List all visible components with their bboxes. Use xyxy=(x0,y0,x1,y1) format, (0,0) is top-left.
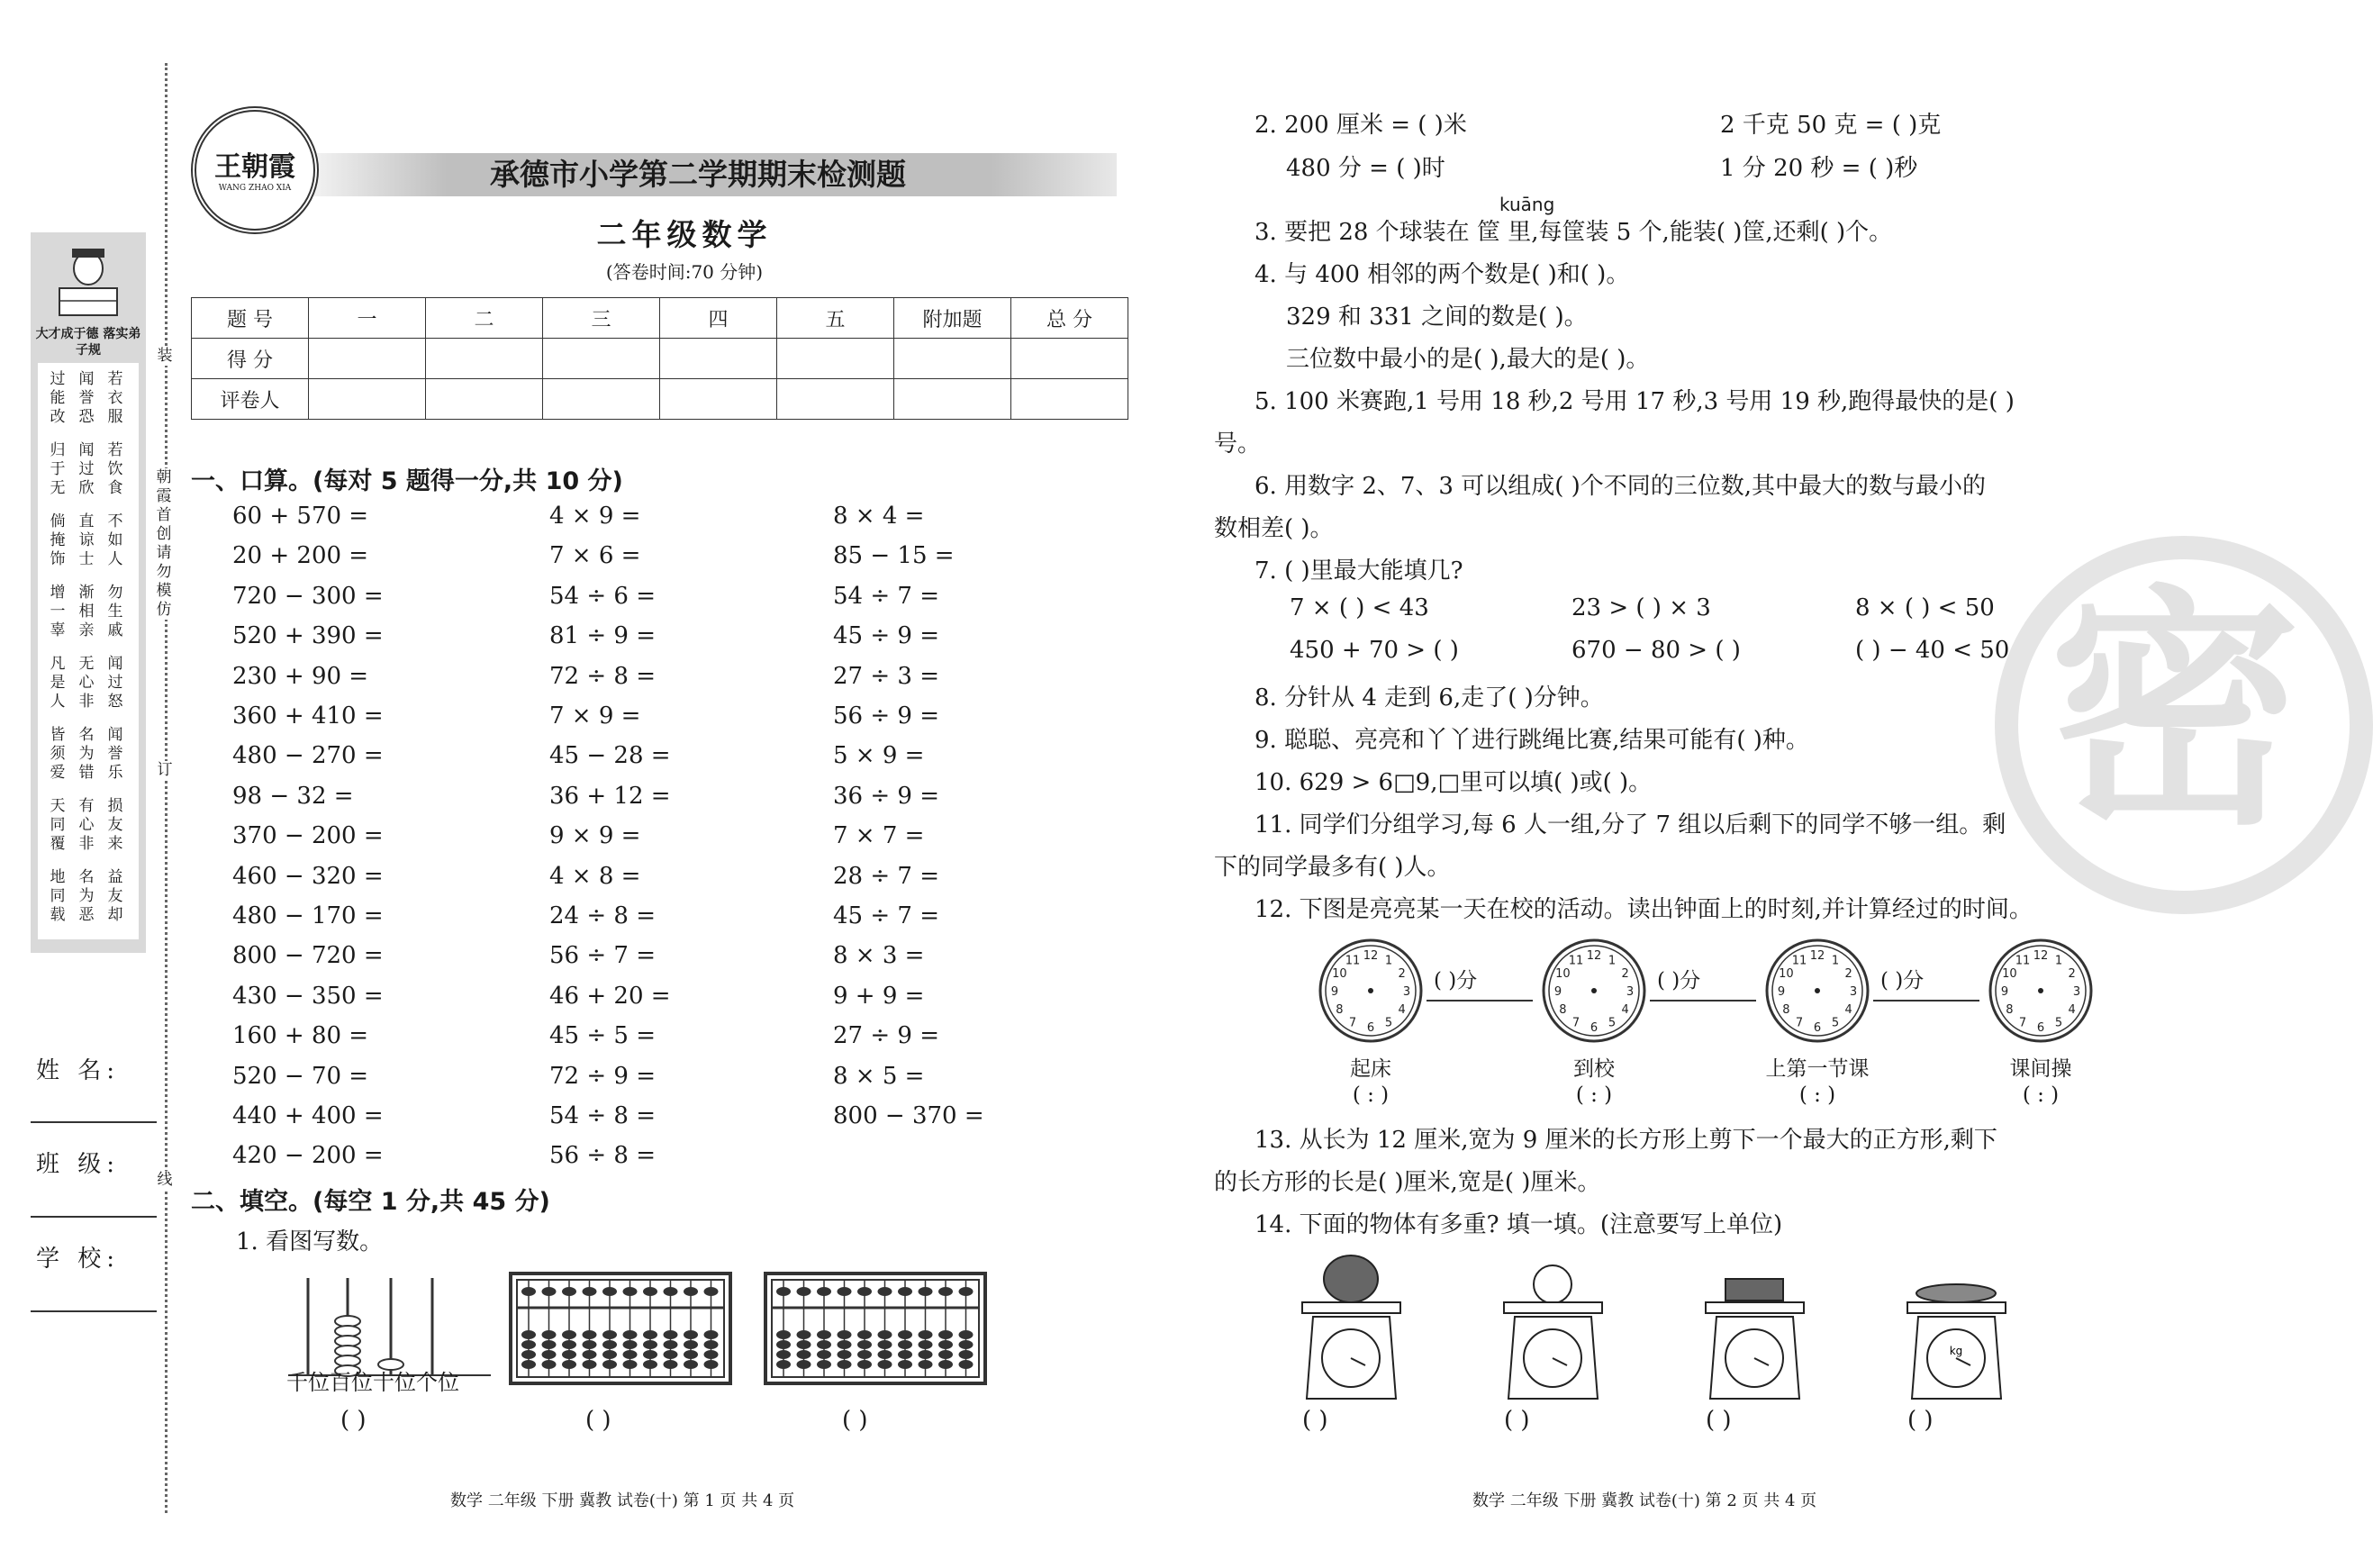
motto-verse: 闻过欣 xyxy=(78,441,95,497)
grader-cell[interactable] xyxy=(543,379,660,420)
clock-label: 起床 xyxy=(1350,1057,1391,1081)
school-label: 学 校: xyxy=(36,1246,121,1273)
score-table-header-row xyxy=(192,298,1128,339)
weighing-scale xyxy=(1497,1250,1609,1403)
motto-verse: 渐相亲 xyxy=(78,584,95,639)
oral-calc-item: 60 + 570 = xyxy=(232,503,369,530)
motto-heading: 大才成于德 落实弟子规 xyxy=(35,327,141,358)
oral-calc-item: 56 ÷ 7 = xyxy=(549,942,656,970)
oral-calc-item: 4 × 9 = xyxy=(549,503,641,530)
question-14: 14. 下面的物体有多重? 填一填。(注意要写上单位) xyxy=(1254,1211,1783,1238)
school-field[interactable] xyxy=(31,1310,157,1312)
svg-text:5: 5 xyxy=(2054,1016,2063,1030)
arrow-line xyxy=(1650,1000,1756,1002)
oral-calc-item: 230 + 90 = xyxy=(232,662,369,690)
footer-right: 数学 二年级 下册 冀教 试卷(十) 第 2 页 共 4 页 xyxy=(1472,1491,1817,1510)
grader-cell[interactable] xyxy=(309,379,426,420)
oral-calc-item: 72 ÷ 9 = xyxy=(549,1062,656,1090)
oral-calc-item: 20 + 200 = xyxy=(232,542,369,570)
motto-verse: 直谅士 xyxy=(78,512,95,568)
grader-row-label: 评卷人 xyxy=(192,379,309,420)
motto-verse: 天同覆 xyxy=(50,797,66,853)
oral-calc-item: 46 + 20 = xyxy=(549,982,671,1010)
motto-verse: 名为恶 xyxy=(78,868,95,924)
oral-calc-item: 160 + 80 = xyxy=(232,1022,369,1050)
motto-verse: 地同载 xyxy=(50,868,66,924)
score-header-cell: 五 xyxy=(777,298,894,339)
clock-time-blank[interactable]: ( : ) xyxy=(1575,1083,1613,1107)
section1-title: 一、口算。(每对 5 题得一分,共 10 分) xyxy=(191,467,623,495)
motto-verse: 闻誉乐 xyxy=(107,726,123,782)
score-table xyxy=(191,297,1128,420)
question-9: 9. 聪聪、亮亮和丫丫进行跳绳比赛,结果可能有( )种。 xyxy=(1254,727,1809,754)
score-row xyxy=(192,339,1128,379)
weighing-scale xyxy=(1900,1250,2013,1403)
question-2b: 2 千克 50 克 = ( )克 xyxy=(1720,112,1942,139)
question-7-item: 23 > ( ) × 3 xyxy=(1571,594,1711,621)
svg-text:4: 4 xyxy=(1844,1003,1852,1017)
svg-text:12: 12 xyxy=(1363,949,1379,963)
question-6a: 6. 用数字 2、7、3 可以组成( )个不同的三位数,其中最大的数与最小的 xyxy=(1254,473,1987,500)
oral-calc-item: 54 ÷ 6 = xyxy=(549,582,656,610)
score-cell[interactable] xyxy=(660,339,777,379)
motto-verse: 皆须爱 xyxy=(50,726,66,782)
binding-label-zhuang: 装 xyxy=(151,347,178,366)
svg-text:7: 7 xyxy=(1571,1016,1580,1030)
svg-text:3: 3 xyxy=(1402,985,1411,999)
abacus-figure-2 xyxy=(764,1272,989,1387)
svg-text:5: 5 xyxy=(1831,1016,1840,1030)
arrow-line xyxy=(1873,1000,1979,1002)
svg-text:6: 6 xyxy=(1813,1021,1822,1035)
svg-text:2: 2 xyxy=(1621,967,1629,981)
oral-calc-item: 27 ÷ 3 = xyxy=(833,662,939,690)
oral-calc-item: 8 × 3 = xyxy=(833,942,925,970)
binding-label-xian: 线 xyxy=(151,1171,178,1190)
answer-blank-3[interactable]: ( ) xyxy=(842,1407,868,1434)
oral-calc-item: 800 − 370 = xyxy=(833,1102,984,1129)
grader-cell[interactable] xyxy=(426,379,543,420)
svg-text:1: 1 xyxy=(1384,954,1393,968)
svg-text:6: 6 xyxy=(1366,1021,1375,1035)
footer-left: 数学 二年级 下册 冀教 试卷(十) 第 1 页 共 4 页 xyxy=(450,1491,795,1510)
elapsed-minutes-blank[interactable]: ( )分 xyxy=(1434,969,1478,992)
oral-calc-item: 7 × 9 = xyxy=(549,702,641,730)
motto-verse: 无心非 xyxy=(78,655,95,711)
svg-text:11: 11 xyxy=(1345,954,1361,968)
svg-text:12: 12 xyxy=(1586,949,1602,963)
oral-calc-item: 45 ÷ 5 = xyxy=(549,1022,656,1050)
motto-panel xyxy=(31,232,146,953)
motto-verse: 不如人 xyxy=(107,512,123,568)
svg-text:2: 2 xyxy=(1844,967,1852,981)
score-header-cell: 一 xyxy=(309,298,426,339)
motto-verse: 倘掩饰 xyxy=(50,512,66,568)
label-thousands: 千位 xyxy=(286,1370,330,1395)
brand-logo xyxy=(191,106,319,234)
svg-text:2: 2 xyxy=(2068,967,2076,981)
oral-calc-item: 520 − 70 = xyxy=(232,1062,369,1090)
motto-verse: 名为错 xyxy=(78,726,95,782)
oral-calc-item: 720 − 300 = xyxy=(232,582,384,610)
oral-calc-item: 72 ÷ 8 = xyxy=(549,662,656,690)
clock-face xyxy=(1540,937,1648,1045)
oral-calc-item: 800 − 720 = xyxy=(232,942,384,970)
question-5a: 5. 100 米赛跑,1 号用 18 秒,2 号用 17 秒,3 号用 19 秒,跑得最快的是( ) xyxy=(1254,388,2015,415)
clock-label: 到校 xyxy=(1573,1057,1615,1081)
svg-text:9: 9 xyxy=(1777,985,1786,999)
svg-text:10: 10 xyxy=(2002,967,2017,981)
svg-text:9: 9 xyxy=(1330,985,1339,999)
svg-text:4: 4 xyxy=(1398,1003,1406,1017)
clock-time-blank[interactable]: ( : ) xyxy=(2022,1083,2060,1107)
section2-title: 二、填空。(每空 1 分,共 45 分) xyxy=(191,1188,550,1216)
svg-text:1: 1 xyxy=(2054,954,2063,968)
oral-calc-item: 420 − 200 = xyxy=(232,1142,384,1170)
oral-calc-item: 480 − 270 = xyxy=(232,742,384,770)
svg-text:8: 8 xyxy=(1782,1003,1790,1017)
oral-calc-item: 480 − 170 = xyxy=(232,902,384,929)
svg-text:8: 8 xyxy=(1336,1003,1344,1017)
motto-text-area xyxy=(38,363,139,939)
label-hundreds: 百位 xyxy=(330,1370,373,1395)
question-6b: 数相差( )。 xyxy=(1214,515,1334,542)
grader-row xyxy=(192,379,1128,420)
question-7-item: 8 × ( ) < 50 xyxy=(1855,594,1995,621)
binding-label-ding: 订 xyxy=(151,761,178,780)
svg-text:4: 4 xyxy=(1621,1003,1629,1017)
question-5b: 号。 xyxy=(1214,431,1262,458)
question-11b: 下的同学最多有( )人。 xyxy=(1214,854,1451,881)
question-2c: 480 分 = ( )时 xyxy=(1286,155,1445,182)
score-header-cell: 题 号 xyxy=(192,298,309,339)
motto-verse: 归于无 xyxy=(50,441,66,497)
copyright-note: 朝霞首创 请勿模仿 xyxy=(154,468,174,620)
svg-text:12: 12 xyxy=(1809,949,1825,963)
oral-calc-item: 8 × 4 = xyxy=(833,503,925,530)
grader-cell[interactable] xyxy=(894,379,1011,420)
oral-calc-item: 9 × 9 = xyxy=(549,822,641,850)
clock-label: 上第一节课 xyxy=(1765,1057,1870,1081)
svg-text:10: 10 xyxy=(1555,967,1571,981)
motto-verse: 若饮食 xyxy=(107,441,123,497)
score-header-cell: 三 xyxy=(543,298,660,339)
scale-unit-label: kg xyxy=(1949,1345,1963,1357)
answer-blank-1[interactable]: ( ) xyxy=(340,1407,367,1434)
oral-calc-item: 24 ÷ 8 = xyxy=(549,902,656,929)
question-4b: 329 和 331 之间的数是( )。 xyxy=(1286,304,1588,331)
abacus-figure-1 xyxy=(509,1272,734,1387)
svg-text:12: 12 xyxy=(2033,949,2049,963)
score-cell[interactable] xyxy=(426,339,543,379)
svg-text:3: 3 xyxy=(1626,985,1635,999)
oral-calc-item: 5 × 9 = xyxy=(833,742,925,770)
logo-text: 王朝霞 xyxy=(214,151,295,183)
score-header-cell: 二 xyxy=(426,298,543,339)
question-7-item: 450 + 70 > ( ) xyxy=(1290,637,1459,664)
weight-answer-blank[interactable]: ( ) xyxy=(1907,1407,1934,1434)
clock-face xyxy=(1763,937,1871,1045)
question-10: 10. 629 > 6□9,□里可以填( )或( )。 xyxy=(1254,769,1653,796)
svg-text:6: 6 xyxy=(1590,1021,1599,1035)
oral-calc-item: 430 − 350 = xyxy=(232,982,384,1010)
pinyin-kuang: kuāng xyxy=(1499,194,1555,215)
question-7-item: ( ) − 40 < 50 xyxy=(1855,637,2010,664)
score-row-label: 得 分 xyxy=(192,339,309,379)
oral-calc-item: 520 + 390 = xyxy=(232,622,384,650)
svg-text:7: 7 xyxy=(1795,1016,1804,1030)
weighing-scale xyxy=(1295,1250,1408,1403)
oral-calc-item: 360 + 410 = xyxy=(232,702,384,730)
subject-title: 二年级数学 xyxy=(596,217,773,252)
svg-text:11: 11 xyxy=(1791,954,1807,968)
svg-text:8: 8 xyxy=(1559,1003,1567,1017)
place-value-labels xyxy=(286,1364,459,1396)
oral-calc-item: 45 ÷ 7 = xyxy=(833,902,939,929)
oral-calc-item: 8 × 5 = xyxy=(833,1062,925,1090)
score-cell[interactable] xyxy=(543,339,660,379)
oral-calc-item: 9 + 9 = xyxy=(833,982,925,1010)
motto-verse: 闻誉恐 xyxy=(78,370,95,426)
clock-face xyxy=(1987,937,2095,1045)
oral-calc-item: 440 + 400 = xyxy=(232,1102,384,1129)
scholar-illustration xyxy=(50,241,126,322)
name-field[interactable] xyxy=(31,1121,157,1123)
svg-text:3: 3 xyxy=(1849,985,1858,999)
svg-text:1: 1 xyxy=(1831,954,1840,968)
label-tens: 十位 xyxy=(373,1370,416,1395)
svg-text:7: 7 xyxy=(1348,1016,1357,1030)
oral-calc-item: 7 × 7 = xyxy=(833,822,925,850)
question-8: 8. 分针从 4 走到 6,走了( )分钟。 xyxy=(1254,684,1604,711)
motto-verse: 益友却 xyxy=(107,868,123,924)
oral-calc-item: 45 − 28 = xyxy=(549,742,671,770)
svg-text:11: 11 xyxy=(1568,954,1584,968)
motto-verse: 损友来 xyxy=(107,797,123,853)
grader-cell[interactable] xyxy=(777,379,894,420)
oral-calc-item: 36 ÷ 9 = xyxy=(833,782,939,810)
score-cell[interactable] xyxy=(777,339,894,379)
oral-calc-item: 7 × 6 = xyxy=(549,542,641,570)
oral-calc-item: 370 − 200 = xyxy=(232,822,384,850)
elapsed-minutes-blank[interactable]: ( )分 xyxy=(1657,969,1701,992)
weight-answer-blank[interactable]: ( ) xyxy=(1504,1407,1530,1434)
answer-blank-2[interactable]: ( ) xyxy=(585,1407,611,1434)
clock-time-blank[interactable]: ( : ) xyxy=(1798,1083,1836,1107)
clock-face xyxy=(1317,937,1425,1045)
score-header-cell: 附加题 xyxy=(894,298,1011,339)
motto-verse: 凡是人 xyxy=(50,655,66,711)
svg-text:8: 8 xyxy=(2006,1003,2014,1017)
oral-calc-item: 45 ÷ 9 = xyxy=(833,622,939,650)
question-3: 3. 要把 28 个球装在 筐 里,每筐装 5 个,能装( )筐,还剩( )个。 xyxy=(1254,219,1893,246)
score-cell[interactable] xyxy=(309,339,426,379)
time-note: (答卷时间:70 分钟) xyxy=(605,261,764,283)
question-13b: 的长方形的长是( )厘米,宽是( )厘米。 xyxy=(1214,1169,1601,1196)
question-2a: 2. 200 厘米 = ( )米 xyxy=(1254,112,1467,139)
svg-text:7: 7 xyxy=(2018,1016,2027,1030)
oral-calc-item: 98 − 32 = xyxy=(232,782,354,810)
name-label: 姓 名: xyxy=(36,1057,121,1084)
clock-time-blank[interactable]: ( : ) xyxy=(1352,1083,1390,1107)
question-2d: 1 分 20 秒 = ( )秒 xyxy=(1720,155,1918,182)
svg-text:10: 10 xyxy=(1332,967,1347,981)
question-7: 7. ( )里最大能填几? xyxy=(1254,557,1463,585)
oral-calc-item: 85 − 15 = xyxy=(833,542,955,570)
motto-verse: 勿生戚 xyxy=(107,584,123,639)
label-ones: 个位 xyxy=(416,1370,459,1395)
svg-text:5: 5 xyxy=(1608,1016,1617,1030)
motto-verse: 有心非 xyxy=(78,797,95,853)
question-4c: 三位数中最小的是( ),最大的是( )。 xyxy=(1286,346,1650,373)
oral-calc-item: 54 ÷ 7 = xyxy=(833,582,939,610)
question-1: 1. 看图写数。 xyxy=(236,1228,384,1255)
svg-text:4: 4 xyxy=(2068,1003,2076,1017)
clock-label: 课间操 xyxy=(2009,1057,2072,1081)
elapsed-minutes-blank[interactable]: ( )分 xyxy=(1880,969,1925,992)
score-cell[interactable] xyxy=(1011,339,1128,379)
question-7-item: 7 × ( ) < 43 xyxy=(1290,594,1429,621)
question-4a: 4. 与 400 相邻的两个数是( )和( )。 xyxy=(1254,261,1630,288)
svg-text:3: 3 xyxy=(2072,985,2081,999)
arrow-line xyxy=(1427,1000,1533,1002)
oral-calc-item: 27 ÷ 9 = xyxy=(833,1022,939,1050)
oral-calc-item: 4 × 8 = xyxy=(549,862,641,890)
question-11a: 11. 同学们分组学习,每 6 人一组,分了 7 组以后剩下的同学不够一组。剩 xyxy=(1254,811,2006,838)
grader-cell[interactable] xyxy=(1011,379,1128,420)
weight-answer-blank[interactable]: ( ) xyxy=(1706,1407,1732,1434)
svg-text:1: 1 xyxy=(1608,954,1617,968)
binding-fold-line xyxy=(165,63,168,1513)
oral-calc-item: 56 ÷ 9 = xyxy=(833,702,939,730)
logo-subtext: WANG ZHAO XIA xyxy=(218,184,292,193)
motto-verse: 闻过怒 xyxy=(107,655,123,711)
weight-answer-blank[interactable]: ( ) xyxy=(1302,1407,1328,1434)
grader-cell[interactable] xyxy=(660,379,777,420)
watermark-glyph: 密 xyxy=(2049,563,2301,859)
svg-text:5: 5 xyxy=(1384,1016,1393,1030)
question-7-item: 670 − 80 > ( ) xyxy=(1571,637,1741,664)
svg-text:6: 6 xyxy=(2036,1021,2045,1035)
svg-text:9: 9 xyxy=(1553,985,1562,999)
exam-title: 承德市小学第二学期期末检测题 xyxy=(490,157,906,192)
svg-text:2: 2 xyxy=(1398,967,1406,981)
weighing-scale xyxy=(1698,1250,1811,1403)
question-13a: 13. 从长为 12 厘米,宽为 9 厘米的长方形上剪下一个最大的正方形,剩下 xyxy=(1254,1127,1997,1154)
oral-calc-item: 56 ÷ 8 = xyxy=(549,1142,656,1170)
oral-calc-item: 28 ÷ 7 = xyxy=(833,862,939,890)
class-field[interactable] xyxy=(31,1216,157,1218)
score-header-cell: 总 分 xyxy=(1011,298,1128,339)
question-12: 12. 下图是亮亮某一天在校的活动。读出钟面上的时刻,并计算经过的时间。 xyxy=(1254,896,2033,923)
oral-calc-item: 36 + 12 = xyxy=(549,782,671,810)
score-cell[interactable] xyxy=(894,339,1011,379)
motto-verse: 若衣服 xyxy=(107,370,123,426)
oral-calc-item: 54 ÷ 8 = xyxy=(549,1102,656,1129)
svg-text:11: 11 xyxy=(2015,954,2031,968)
score-header-cell: 四 xyxy=(660,298,777,339)
svg-text:9: 9 xyxy=(2000,985,2009,999)
class-label: 班 级: xyxy=(36,1151,121,1178)
oral-calc-item: 460 − 320 = xyxy=(232,862,384,890)
oral-calc-item: 81 ÷ 9 = xyxy=(549,622,656,650)
motto-verse: 过能改 xyxy=(50,370,66,426)
svg-text:10: 10 xyxy=(1779,967,1794,981)
motto-verse: 增一辜 xyxy=(50,584,66,639)
